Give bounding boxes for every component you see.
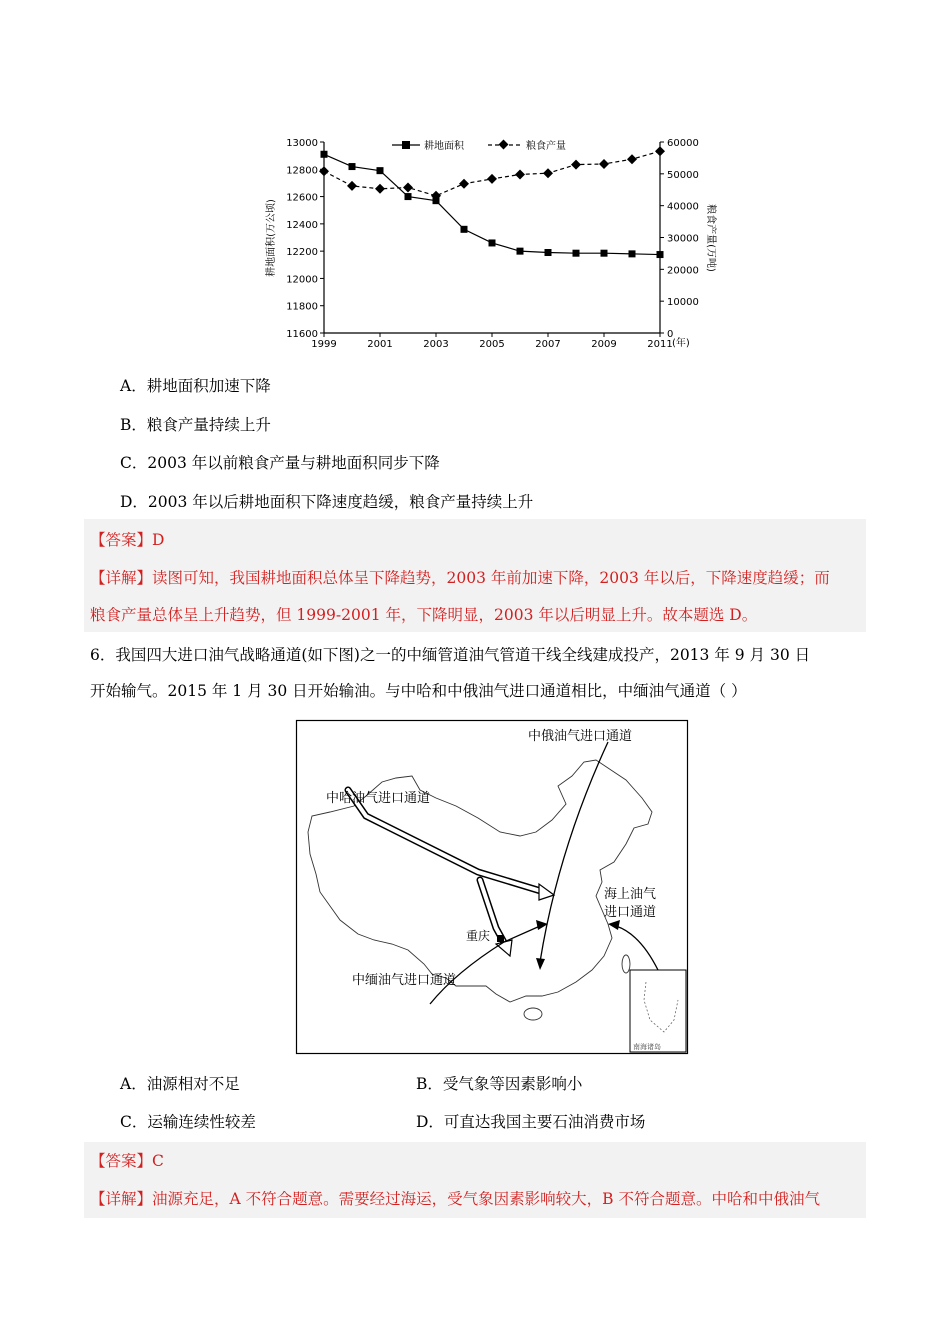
cropland-grain-chart: [262, 128, 716, 352]
x-unit-label: (年): [672, 338, 690, 349]
q6-option-b: B．受气象等因素影响小: [416, 1075, 583, 1093]
x-tick-label: 1999: [311, 339, 337, 350]
grain-point: [319, 166, 329, 176]
left-tick-label: 11800: [286, 301, 318, 313]
oil-gas-channel-map: [296, 720, 688, 1054]
left-axis-title: 耕地面积(万公顷): [266, 199, 277, 277]
right-tick-label: 0: [667, 329, 674, 340]
grain-point: [543, 168, 553, 178]
cropland-point: [489, 239, 496, 246]
x-tick-label: 2009: [591, 339, 617, 350]
right-tick-label: 40000: [667, 201, 699, 213]
x-tick-label: 2001: [367, 339, 393, 350]
legend-square-marker: [402, 141, 410, 149]
detail-text: 读图可知，我国耕地面积总体呈下降趋势，2003 年前加速下降，2003 年以后，下降速度趋缓；而: [152, 569, 830, 587]
grain-point: [515, 169, 525, 179]
label-russia-channel: 中俄油气进口通道: [528, 729, 633, 744]
q6-answer: [90, 1151, 164, 1171]
q5-option-c: C．2003 年以前粮食产量与耕地面积同步下降: [120, 454, 440, 472]
right-tick-label: 10000: [667, 297, 699, 309]
grain-point: [487, 174, 497, 184]
q5-detail-line1: [90, 568, 830, 588]
inset-label: 南海诸岛: [633, 1043, 661, 1051]
answer-value: C: [152, 1152, 164, 1170]
left-tick-label: 11600: [286, 329, 318, 340]
label-sea-channel-line2: 进口通道: [604, 905, 657, 920]
q6-option-c: C．运输连续性较差: [120, 1113, 256, 1131]
cropland-point: [573, 250, 580, 257]
q5-detail-line2: 粮食产量总体呈上升趋势，但 1999-2001 年，下降明显，2003 年以后明显上升。故本题选 D。: [90, 606, 758, 624]
south-sea-inset: [630, 970, 686, 1052]
cropland-point: [601, 250, 608, 257]
cropland-point: [629, 250, 636, 257]
right-tick-label: 20000: [667, 265, 699, 277]
cropland-point: [405, 193, 412, 200]
cropland-point: [321, 151, 328, 158]
label-chongqing: 重庆: [466, 929, 491, 943]
label-kazakh-channel: 中哈油气进口通道: [326, 791, 431, 806]
q5-option-a: A．耕地面积加速下降: [120, 377, 271, 395]
left-tick-label: 12200: [286, 247, 318, 259]
q5-option-b: B．粮食产量持续上升: [120, 416, 271, 434]
left-tick-label: 13000: [286, 138, 318, 149]
legend-grain: 粮食产量: [526, 141, 566, 152]
cropland-point: [461, 226, 468, 233]
detail-label: 【详解】: [90, 569, 153, 587]
q6-option-d: D．可直达我国主要石油消费市场: [416, 1113, 646, 1131]
grain-point: [655, 146, 665, 156]
label-sea-channel-line1: 海上油气: [604, 887, 657, 902]
legend-diamond-marker: [499, 140, 509, 150]
answer-label: 【答案】: [90, 1152, 153, 1170]
right-axis-title: 粮食产量(万吨): [705, 204, 716, 272]
grain-point: [571, 160, 581, 170]
x-tick-label: 2003: [423, 339, 449, 350]
q5-answer: [90, 530, 164, 550]
cropland-point: [517, 248, 524, 255]
grain-point: [375, 184, 385, 194]
cropland-point: [349, 163, 356, 170]
legend: [392, 139, 566, 152]
chongqing-marker: [497, 935, 504, 942]
right-tick-label: 50000: [667, 169, 699, 181]
grain-point: [599, 159, 609, 169]
grain-point: [627, 154, 637, 164]
left-tick-label: 12400: [286, 219, 318, 231]
left-tick-label: 12600: [286, 192, 318, 204]
answer-label: 【答案】: [90, 531, 153, 549]
q6-stem-line2: 开始输气。2015 年 1 月 30 日开始输油。与中哈和中俄油气进口通道相比，中缅油气通道（ ）: [90, 682, 747, 700]
q6-option-a: A．油源相对不足: [120, 1075, 240, 1093]
right-tick-label: 60000: [667, 138, 699, 149]
q5-option-d: D．2003 年以后耕地面积下降速度趋缓，粮食产量持续上升: [120, 493, 534, 511]
detail-text: 油源充足，A 不符合题意。需要经过海运，受气象因素影响较大，B 不符合题意。中哈和中俄油气: [152, 1190, 820, 1208]
grain-point: [459, 179, 469, 189]
q6-detail-line1: [90, 1189, 820, 1209]
right-tick-label: 30000: [667, 233, 699, 245]
label-myanmar-channel: 中缅油气进口通道: [352, 973, 457, 988]
x-tick-label: 2011: [647, 339, 673, 350]
answer-value: D: [152, 531, 165, 549]
grain-line: [324, 151, 660, 196]
q6-stem-line1: 6．我国四大进口油气战略通道(如下图)之一的中缅管道油气管道干线全线建成投产，2013 年 9 月 30 日: [90, 646, 811, 664]
left-tick-label: 12000: [286, 274, 318, 286]
cropland-point: [545, 249, 552, 256]
cropland-point: [657, 251, 664, 258]
legend-cropland: 耕地面积: [424, 141, 464, 152]
grain-point: [347, 181, 357, 191]
grain-point: [403, 183, 413, 193]
left-tick-label: 12800: [286, 165, 318, 177]
x-tick-label: 2007: [535, 339, 561, 350]
cropland-point: [377, 167, 384, 174]
x-tick-label: 2005: [479, 339, 505, 350]
detail-label: 【详解】: [90, 1190, 153, 1208]
